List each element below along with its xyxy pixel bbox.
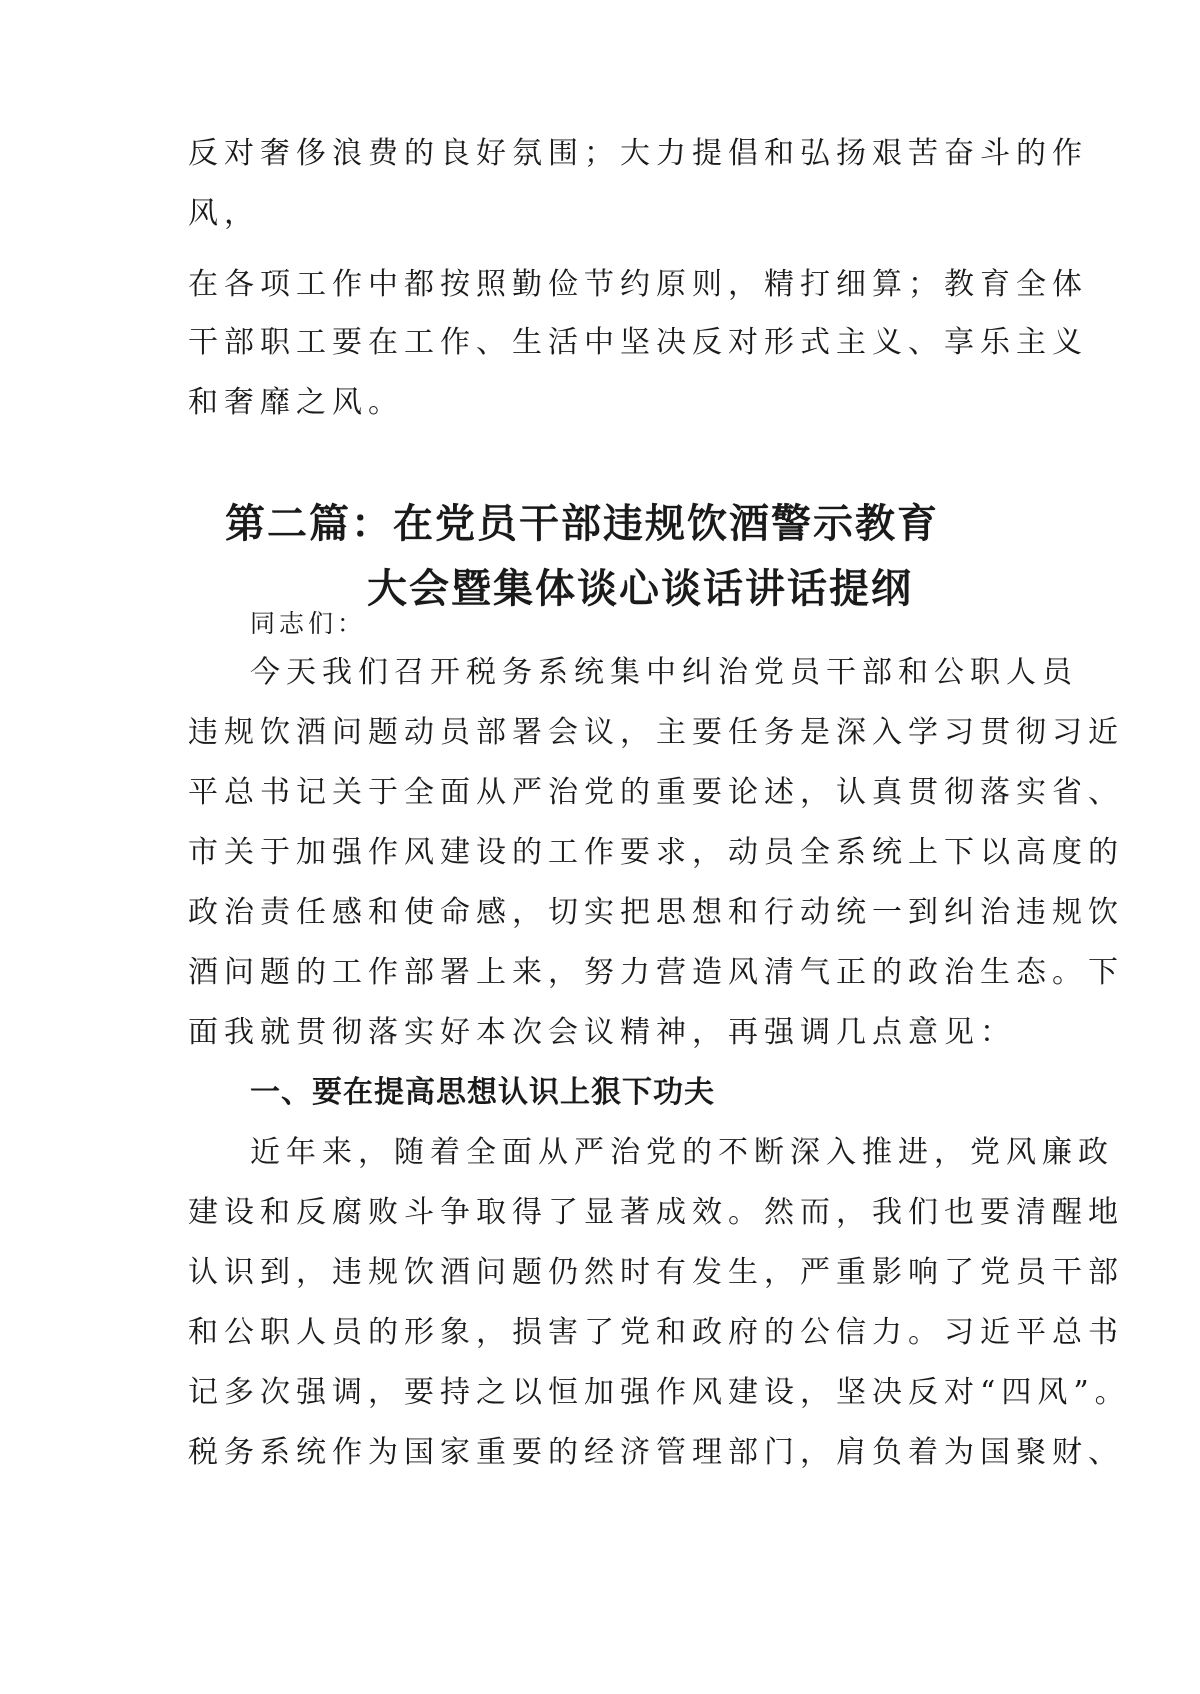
salutation: 同志们： [250, 609, 367, 638]
paragraph2-line-6: 税务系统作为国家重要的经济管理部门，肩负着为国聚财、 [188, 1435, 1124, 1470]
intro-line-3: 在各项工作中都按照勤俭节约原则，精打细算；教育全体 [188, 267, 1088, 302]
intro-line-1: 反对奢侈浪费的良好氛围；大力提倡和弘扬艰苦奋斗的作 [188, 136, 1088, 171]
section-heading-1: 一、要在提高思想认识上狠下功夫 [250, 1075, 715, 1110]
paragraph1-line-3: 平总书记关于全面从严治党的重要论述，认真贯彻落实省、 [188, 775, 1124, 810]
paragraph2-line-5: 记多次强调，要持之以恒加强作风建设，坚决反对“四风”。 [188, 1375, 1131, 1410]
document-title-line-1: 第二篇：在党员干部违规饮酒警示教育 [225, 501, 939, 547]
intro-line-4: 干部职工要在工作、生活中坚决反对形式主义、享乐主义 [188, 325, 1088, 360]
paragraph2-line-3: 认识到，违规饮酒问题仍然时有发生，严重影响了党员干部 [188, 1255, 1124, 1290]
paragraph1-line-2: 违规饮酒问题动员部署会议，主要任务是深入学习贯彻习近 [188, 715, 1124, 750]
paragraph1-line-5: 政治责任感和使命感，切实把思想和行动统一到纠治违规饮 [188, 895, 1124, 930]
document-title-line-2: 大会暨集体谈心谈话讲话提纲 [367, 566, 913, 612]
intro-line-2: 风， [188, 196, 260, 231]
paragraph1-line-4: 市关于加强作风建设的工作要求，动员全系统上下以高度的 [188, 835, 1124, 870]
intro-line-5: 和奢靡之风。 [188, 385, 404, 420]
paragraph1-line-7: 面我就贯彻落实好本次会议精神，再强调几点意见： [188, 1015, 1016, 1050]
paragraph2-line-4: 和公职人员的形象，损害了党和政府的公信力。习近平总书 [188, 1315, 1124, 1350]
paragraph2-line-2: 建设和反腐败斗争取得了显著成效。然而，我们也要清醒地 [188, 1195, 1124, 1230]
paragraph2-line-1: 近年来，随着全面从严治党的不断深入推进，党风廉政 [250, 1135, 1114, 1170]
paragraph1-line-1: 今天我们召开税务系统集中纠治党员干部和公职人员 [250, 655, 1078, 690]
paragraph1-line-6: 酒问题的工作部署上来，努力营造风清气正的政治生态。下 [188, 955, 1124, 990]
